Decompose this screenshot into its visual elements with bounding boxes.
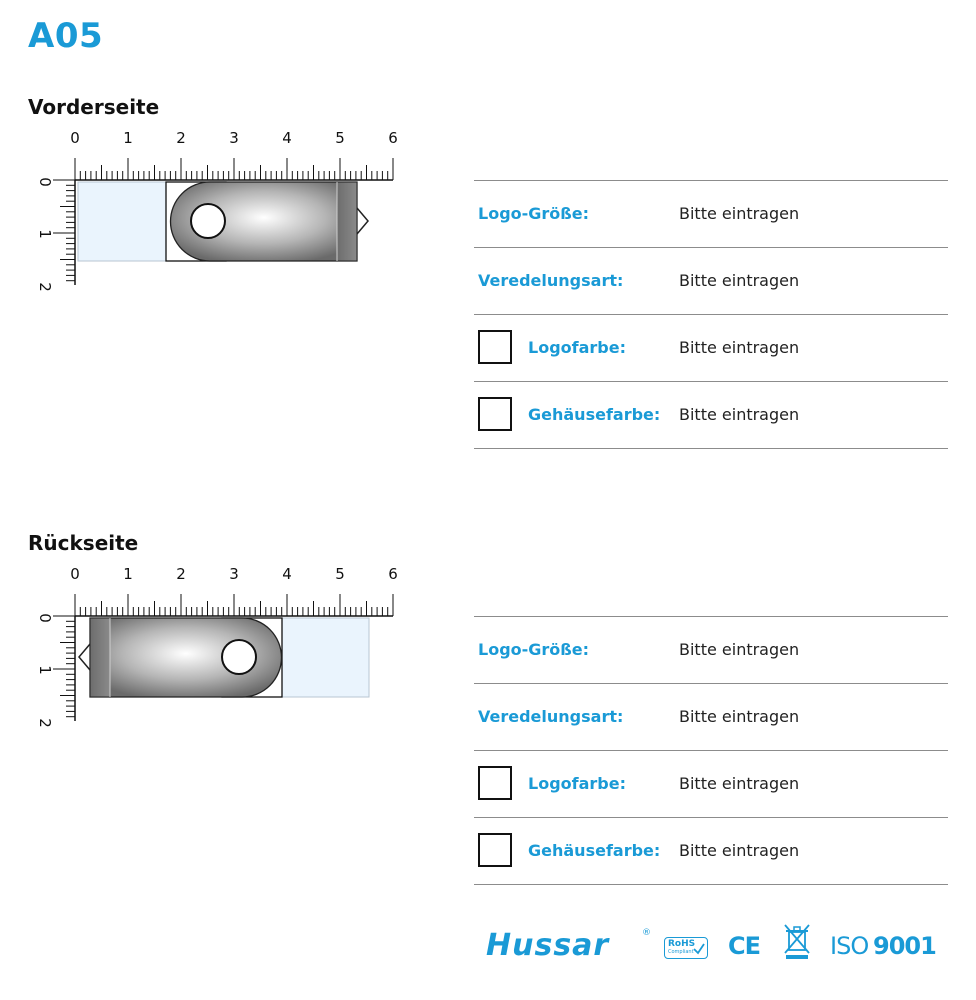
front-cap-end <box>337 182 357 261</box>
back-housing-color-label: Gehäusefarbe: <box>528 841 661 860</box>
back-top-label-3: 3 <box>229 565 239 583</box>
iso9001-icon: 9001 <box>873 932 936 960</box>
front-ruler-side-ticks <box>53 180 75 281</box>
back-row-logo-size <box>474 616 948 683</box>
back-side-label-0: 0 <box>36 613 54 623</box>
back-key-ring-notch <box>79 644 90 670</box>
front-top-label-0: 0 <box>70 129 80 147</box>
back-housing-color-checkbox[interactable] <box>478 833 512 867</box>
back-row-logo-color <box>474 750 948 817</box>
rohs-subtitle: Compliant <box>668 949 694 955</box>
front-row-logo-size <box>474 180 948 247</box>
front-housing-color-checkbox[interactable] <box>478 397 512 431</box>
rohs-check-icon <box>693 943 705 955</box>
front-side-label-1: 1 <box>36 229 54 239</box>
front-ruler-top-ticks <box>75 158 393 180</box>
back-logo-size-label: Logo-Größe: <box>478 640 590 659</box>
front-side-label-2: 2 <box>36 282 54 292</box>
back-ruler-top-ticks <box>75 594 393 616</box>
front-row-finish <box>474 247 948 314</box>
front-logo-color-value[interactable]: Bitte eintragen <box>679 338 800 357</box>
front-row-logo-color <box>474 314 948 381</box>
registered-mark: ® <box>642 928 651 938</box>
back-cap-end <box>90 618 110 697</box>
rohs-title: RoHS <box>668 939 696 949</box>
hussar-logo: Hussar <box>486 928 610 963</box>
back-top-label-6: 6 <box>388 565 398 583</box>
back-logo-color-checkbox[interactable] <box>478 766 512 800</box>
front-logo-size-label: Logo-Größe: <box>478 204 590 223</box>
back-top-label-0: 0 <box>70 565 80 583</box>
back-top-label-5: 5 <box>335 565 345 583</box>
front-logo-color-label: Logofarbe: <box>528 338 626 357</box>
product-code: A05 <box>28 16 104 56</box>
back-row-housing-color <box>474 817 948 885</box>
front-top-labels <box>70 129 398 147</box>
front-top-label-1: 1 <box>123 129 133 147</box>
back-row-finish <box>474 683 948 750</box>
certification-logos <box>480 920 950 980</box>
front-finish-value[interactable]: Bitte eintragen <box>679 271 800 290</box>
back-key-hole <box>222 640 256 674</box>
back-form <box>474 616 948 885</box>
front-key-hole <box>191 204 225 238</box>
back-logo-size-value[interactable]: Bitte eintragen <box>679 640 800 659</box>
back-side-label-2: 2 <box>36 718 54 728</box>
rohs-compliant-icon <box>664 937 708 959</box>
back-logo-color-value[interactable]: Bitte eintragen <box>679 774 800 793</box>
front-key-ring-notch <box>357 208 368 234</box>
front-ruler-diagram <box>0 120 420 300</box>
back-housing-color-value[interactable]: Bitte eintragen <box>679 841 800 860</box>
back-ruler-diagram <box>0 556 420 736</box>
back-side-label-1: 1 <box>36 665 54 675</box>
weee-bin-icon <box>782 922 812 960</box>
back-top-label-2: 2 <box>176 565 186 583</box>
front-side-labels <box>36 177 54 292</box>
iso-prefix: ISO <box>830 932 869 960</box>
back-top-label-4: 4 <box>282 565 292 583</box>
front-title: Vorderseite <box>28 95 160 119</box>
front-top-label-2: 2 <box>176 129 186 147</box>
back-finish-label: Veredelungsart: <box>478 707 624 726</box>
back-top-labels <box>70 565 398 583</box>
front-housing-color-label: Gehäusefarbe: <box>528 405 661 424</box>
back-logo-color-label: Logofarbe: <box>528 774 626 793</box>
front-logo-area <box>78 182 168 261</box>
front-row-housing-color <box>474 381 948 449</box>
front-logo-size-value[interactable]: Bitte eintragen <box>679 204 800 223</box>
front-top-label-4: 4 <box>282 129 292 147</box>
back-title: Rückseite <box>28 531 139 555</box>
ce-mark-icon: CE <box>728 932 761 960</box>
back-finish-value[interactable]: Bitte eintragen <box>679 707 800 726</box>
front-top-label-3: 3 <box>229 129 239 147</box>
front-form <box>474 180 948 449</box>
back-side-labels <box>36 613 54 728</box>
front-housing-color-value[interactable]: Bitte eintragen <box>679 405 800 424</box>
back-logo-area <box>281 618 369 697</box>
back-ruler-side-ticks <box>53 616 75 717</box>
front-finish-label: Veredelungsart: <box>478 271 624 290</box>
front-top-label-6: 6 <box>388 129 398 147</box>
front-top-label-5: 5 <box>335 129 345 147</box>
front-side-label-0: 0 <box>36 177 54 187</box>
back-top-label-1: 1 <box>123 565 133 583</box>
front-logo-color-checkbox[interactable] <box>478 330 512 364</box>
